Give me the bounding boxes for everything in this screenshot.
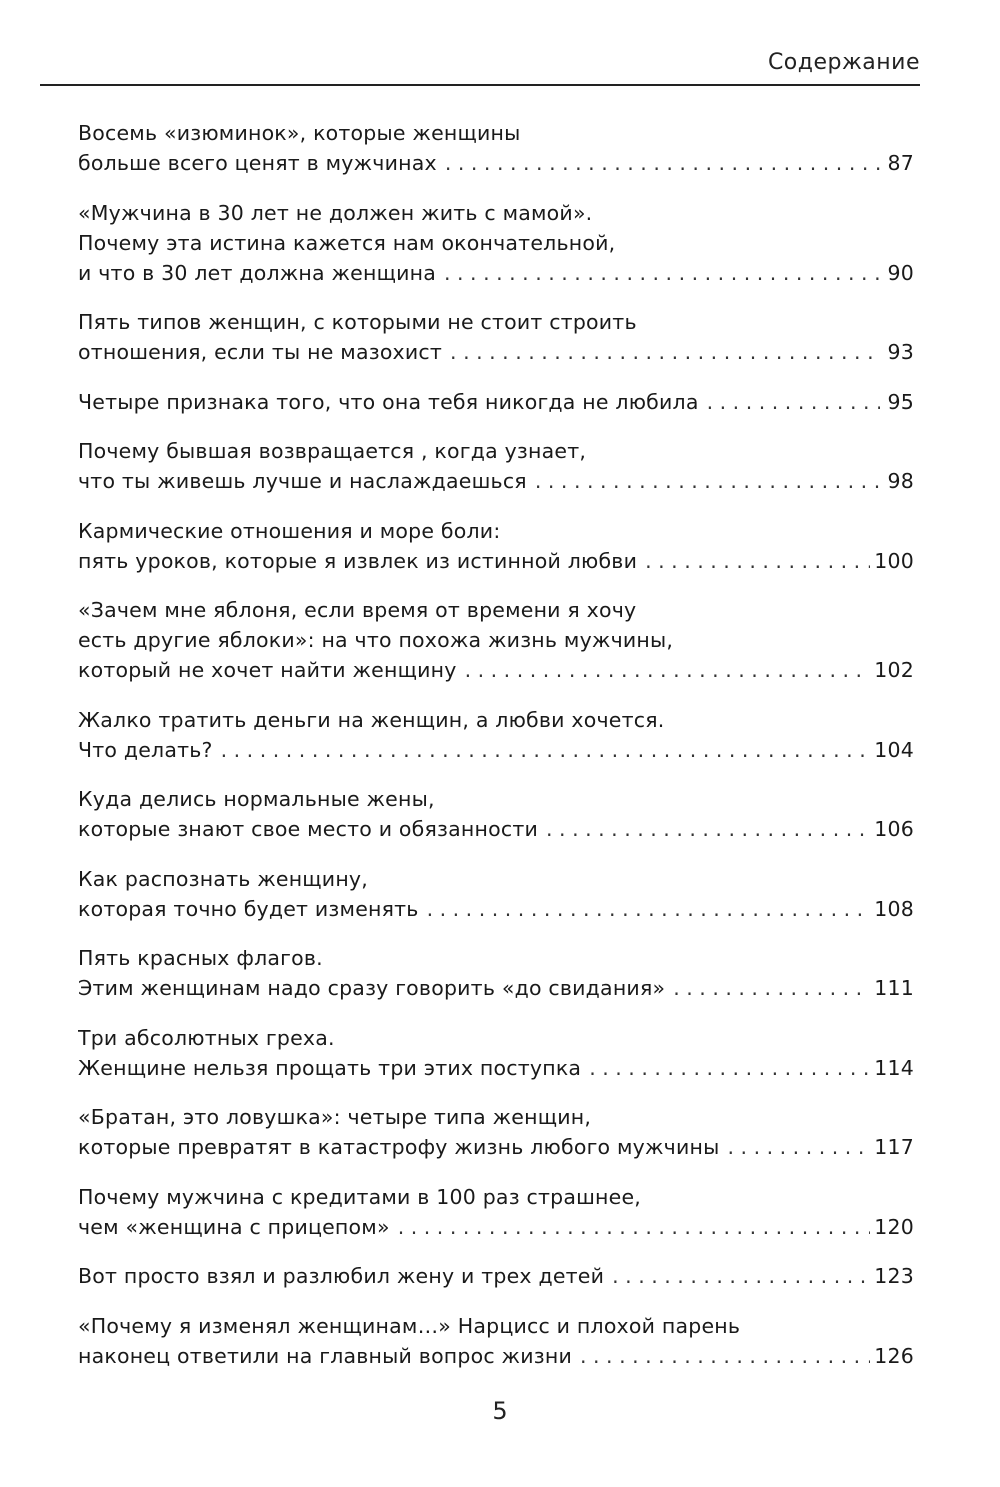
toc-entry-last-line (78, 148, 914, 178)
header-rule (40, 84, 920, 86)
toc-entry (78, 943, 914, 1003)
toc-entry (78, 864, 914, 924)
toc-entry-title-line: пять уроков, которые я извлек из истинной любви (78, 548, 638, 573)
toc-entry-title-line: Этим женщинам надо сразу говорить «до свидания» (78, 976, 666, 1000)
toc-entry-page-number: 126 (874, 1343, 914, 1368)
toc-entry-title-line: Кармические отношения и море боли: (78, 518, 501, 543)
toc-entry-title-line: чем «женщина с прицепом» (78, 1214, 390, 1239)
dot-leader (707, 387, 880, 417)
toc-entry-title-line: Три абсолютных греха. (78, 1025, 335, 1050)
toc-entry-last-line (78, 387, 914, 417)
toc-entry-title-line: Четыре признака того, что она тебя никогда не любила (78, 389, 699, 414)
dot-leader (612, 1261, 870, 1291)
toc-entry-last-line (78, 973, 914, 1003)
toc-entry (78, 387, 914, 417)
running-head-title: Содержание (767, 50, 920, 75)
toc-entry-title-line: наконец ответили на главный вопрос жизни (78, 1343, 572, 1368)
dot-leader (645, 546, 870, 576)
toc-entry-last-line (78, 894, 914, 924)
toc-entry-title-line: Что делать? (78, 737, 213, 762)
toc-entry (78, 307, 914, 367)
toc-entry-title-line: что ты живешь лучше и наслаждаешься (78, 469, 527, 493)
toc-entry-title-line: «Мужчина в 30 лет не должен жить с мамой». (78, 200, 593, 225)
toc-entry (78, 198, 914, 288)
dot-leader (450, 337, 880, 367)
toc-entry-page-number: 102 (874, 658, 914, 682)
toc-entry-title-line: «Зачем мне яблоня, если время от времени я хочу (78, 598, 637, 622)
toc-entry-page-number: 117 (874, 1135, 914, 1159)
toc-entry-title-line: Пять красных флагов. (78, 946, 323, 970)
toc-entry-title-line: Почему бывшая возвращается , когда узнает, (78, 439, 587, 463)
toc-entry (78, 436, 914, 496)
toc-entry-title-line: Жалко тратить деньги на женщин, а любви хочется. (78, 707, 665, 732)
toc-entry-title-line: Восемь «изюминок», которые женщины (78, 121, 521, 145)
toc-entry-page-number: 108 (874, 896, 914, 921)
toc-entry-last-line (78, 655, 914, 685)
toc-entry-last-line (78, 1053, 914, 1083)
toc-entry-page-number: 87 (887, 151, 914, 175)
toc-entry-title-line: «Братан, это ловушка»: четыре типа женщин, (78, 1105, 592, 1129)
dot-leader (427, 894, 871, 924)
toc-entry-page-number: 120 (874, 1214, 914, 1239)
toc-entry-last-line (78, 258, 914, 288)
toc-entry (78, 1261, 914, 1291)
toc-entry (78, 705, 914, 765)
toc-entry-title-line: есть другие яблоки»: на что похожа жизнь мужчины, (78, 628, 674, 652)
toc-entry-title-line: которая точно будет изменять (78, 896, 419, 921)
toc-entry-page-number: 98 (887, 469, 914, 493)
toc-entry-title-line: Вот просто взял и разлюбил жену и трех детей (78, 1264, 605, 1288)
toc-entry-last-line (78, 1212, 914, 1242)
dot-leader (398, 1212, 871, 1242)
toc-entry (78, 516, 914, 576)
toc-entry (78, 1023, 914, 1083)
toc-entry-title-line: который не хочет найти женщину (78, 658, 457, 682)
toc-entry-last-line (78, 1341, 914, 1371)
toc-entry-page-number: 104 (874, 737, 914, 762)
toc-entry-last-line (78, 735, 914, 765)
toc-entry-page-number: 123 (874, 1264, 914, 1288)
table-of-contents (78, 118, 914, 1390)
toc-entry (78, 1311, 914, 1371)
toc-entry-title-line: Куда делись нормальные жены, (78, 787, 435, 811)
toc-entry (78, 1102, 914, 1162)
dot-leader (445, 148, 880, 178)
toc-entry-page-number: 100 (874, 548, 914, 573)
toc-entry-title-line: которые знают свое место и обязанности (78, 817, 538, 841)
dot-leader (535, 466, 880, 496)
toc-entry-title-line: Как распознать женщину, (78, 866, 368, 891)
toc-entry-title-line: Почему мужчина с кредитами в 100 раз страшнее, (78, 1184, 642, 1209)
dot-leader (221, 735, 871, 765)
toc-entry-title-line: «Почему я изменял женщинам…» Нарцисс и плохой парень (78, 1313, 741, 1338)
toc-entry-page-number: 106 (874, 817, 914, 841)
toc-entry-last-line (78, 466, 914, 496)
toc-entry-page-number: 111 (874, 976, 914, 1000)
toc-entry (78, 1182, 914, 1242)
toc-entry-title-line: Женщине нельзя прощать три этих поступка (78, 1055, 582, 1080)
dot-leader (580, 1341, 870, 1371)
toc-entry-title-line: Пять типов женщин, с которыми не стоит строить (78, 310, 637, 334)
toc-entry-page-number: 93 (887, 340, 914, 364)
page-number: 5 (492, 1397, 508, 1425)
toc-entry-title-line: которые превратят в катастрофу жизнь любого мужчины (78, 1135, 720, 1159)
toc-entry-title-line: Почему эта истина кажется нам окончательной, (78, 230, 616, 255)
dot-leader (444, 258, 880, 288)
toc-entry-last-line (78, 337, 914, 367)
dot-leader (673, 973, 870, 1003)
dot-leader (465, 655, 871, 685)
toc-entry-last-line (78, 814, 914, 844)
toc-entry-page-number: 90 (887, 260, 914, 285)
dot-leader (589, 1053, 870, 1083)
toc-entry (78, 595, 914, 685)
toc-entry-last-line (78, 1261, 914, 1291)
toc-entry (78, 784, 914, 844)
toc-entry-page-number: 95 (887, 389, 914, 414)
toc-entry (78, 118, 914, 178)
dot-leader (546, 814, 870, 844)
toc-entry-last-line (78, 546, 914, 576)
toc-entry-page-number: 114 (874, 1055, 914, 1080)
toc-entry-title-line: отношения, если ты не мазохист (78, 340, 443, 364)
toc-entry-title-line: больше всего ценят в мужчинах (78, 151, 437, 175)
toc-entry-title-line: и что в 30 лет должна женщина (78, 260, 436, 285)
dot-leader (728, 1132, 871, 1162)
toc-entry-last-line (78, 1132, 914, 1162)
